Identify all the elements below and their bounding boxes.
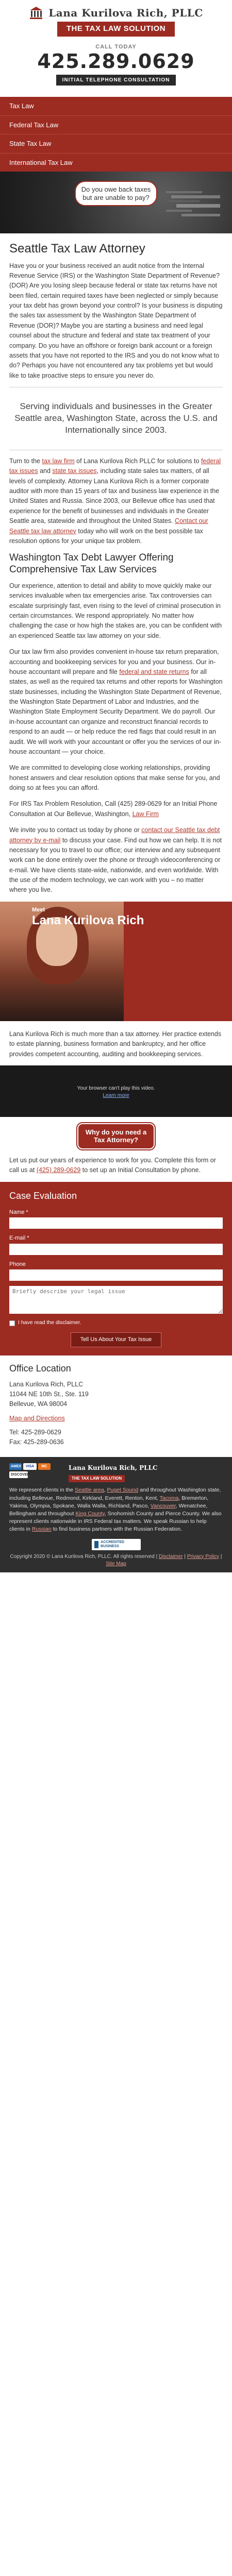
king-county-link[interactable]: King County xyxy=(75,1510,105,1517)
address-line-1: Lana Kurilova Rich, PLLC xyxy=(9,1380,84,1388)
office-title: Office Location xyxy=(9,1363,71,1374)
case-evaluation-form xyxy=(0,1182,232,1355)
text: , Wenatchee, Bellingham and throughout xyxy=(9,1502,208,1517)
office-contact xyxy=(9,1428,223,1448)
office-fax: Fax: 425-289-0636 xyxy=(9,1438,64,1446)
text: We represent clients in the xyxy=(9,1487,75,1494)
name-field[interactable] xyxy=(9,1217,223,1229)
logo-name: Lana Kurilova Rich, PLLC xyxy=(48,7,203,19)
hero-banner xyxy=(0,172,232,233)
text: For IRS Tax Problem Resolution, Call (425) 289-0629 for an Initial Phone Consultation at Our Bellevue, Washington, xyxy=(9,800,218,818)
text: today who will work on the best possible tax resolution options for your unique tax problem. xyxy=(9,527,203,545)
invite-paragraph xyxy=(9,825,223,895)
meet-label: Meet xyxy=(32,906,45,913)
payment-cards xyxy=(9,1463,63,1478)
text: to set up an Initial Consultation by phone. xyxy=(80,1166,201,1174)
address-line-3: Bellevue, WA 98004 xyxy=(9,1400,68,1408)
disclaimer-link[interactable]: Disclaimer xyxy=(158,1553,183,1560)
email-attorney-link[interactable]: contact our Seattle tax debt attorney by e-mail xyxy=(9,826,220,844)
disclaimer-checkbox[interactable] xyxy=(9,1320,15,1326)
tax-law-firm-link[interactable]: tax law firm xyxy=(42,457,75,465)
card-row xyxy=(9,1471,63,1478)
text: We invite you to contact us today by phone or xyxy=(9,826,142,834)
office-address xyxy=(9,1380,223,1410)
mastercard-icon: MC xyxy=(38,1463,51,1470)
submit-button[interactable]: Tell Us About Your Tax Issue xyxy=(71,1332,162,1347)
name-label: Name * xyxy=(9,1209,28,1215)
text: | xyxy=(219,1553,222,1560)
text: for all states, as well as the required tax returns and other reports for Washington state businesses, including the Washington State Department of Revenue, the Washington State Department of Labor and Industries, and the Washington State Employment Security Department. We do payroll. Our in-house accountant can organize and reconstruct financial records to respond to an audit — or help reduce the red flags that could result in an audit. We will work with your accountant or offer you the services of our in-house accountant — your choice. xyxy=(9,668,223,755)
attorney-banner[interactable] xyxy=(0,902,232,1021)
text: of Lana Kurilova Rich PLLC for solutions to xyxy=(74,457,201,465)
logo[interactable] xyxy=(0,5,232,21)
consultation-label: INITIAL TELEPHONE CONSULTATION xyxy=(56,75,176,86)
attorney-label xyxy=(32,906,144,927)
bbb-torch-icon xyxy=(94,1541,99,1548)
nav-item-federal-tax-law[interactable]: Federal Tax Law xyxy=(0,116,232,135)
bbb-text: ACCREDITED BUSINESS xyxy=(101,1540,125,1548)
cta-paragraph xyxy=(9,1156,223,1176)
bbb-badge[interactable] xyxy=(92,1539,141,1550)
firm-paragraph xyxy=(9,456,223,546)
map-directions-link[interactable]: Map and Directions xyxy=(9,1414,65,1422)
privacy-policy-link[interactable]: Privacy Policy xyxy=(187,1553,220,1560)
disclaimer-check-row[interactable] xyxy=(9,1319,223,1327)
nav-item-international-tax-law[interactable]: International Tax Law xyxy=(9,158,73,166)
attorney-bio: Lana Kurilova Rich is much more than a tax attorney. Her practice extends to estate planning, business formation and bankruptcy, and her office provides competent accounting, auditing and bookkeeping services. xyxy=(9,1030,222,1058)
footer-logo-tagline: THE TAX LAW SOLUTION xyxy=(69,1475,125,1482)
email-field[interactable] xyxy=(9,1244,223,1255)
video-learn-more-link[interactable]: Learn more xyxy=(103,1092,129,1098)
consultation-paragraph xyxy=(9,799,223,819)
amex-card-icon: AMEX xyxy=(9,1463,22,1470)
federal-tax-issues-link[interactable]: federal tax issues xyxy=(9,457,221,475)
map-row xyxy=(9,1414,223,1423)
text: Copyright 2020 © Lana Kurilova Rich, PLLC. All rights reserved | xyxy=(10,1553,159,1560)
logo-tagline: THE TAX LAW SOLUTION xyxy=(57,22,175,37)
address-line-2: 11044 NE 10th St., Ste. 119 xyxy=(9,1390,89,1398)
attorney-name: Lana Kurilova Rich xyxy=(32,913,144,928)
hero-speech-bubble: Do you owe back taxes but are unable to pay? xyxy=(75,181,157,206)
main-content xyxy=(0,233,232,895)
page-title: Seattle Tax Law Attorney xyxy=(9,242,145,256)
why-tax-attorney-button[interactable]: Why do you need a Tax Attorney? xyxy=(77,1123,155,1149)
text: and throughout Washington state, including Bellevue, Redmond, Kirkland, Everett, Renton, Kent, xyxy=(9,1487,221,1501)
footer-service-area xyxy=(9,1486,223,1533)
main-nav xyxy=(0,97,232,172)
video-player[interactable] xyxy=(0,1065,232,1117)
text: Our tax law firm also provides convenient in-house tax return preparation, accounting and bookkeeping services for you and your business. Our in-house accountant will prepare and file xyxy=(9,648,219,675)
office-tel[interactable]: Tel: 425-289-0629 xyxy=(9,1429,61,1436)
case-evaluation-title: Case Evaluation xyxy=(9,1190,77,1201)
footer-logo[interactable] xyxy=(69,1463,223,1483)
footer-logo-name: Lana Kurilova Rich, PLLC xyxy=(69,1464,158,1471)
site-header xyxy=(0,0,232,97)
text: , Bremerton, Yakima, Olympia, Spokane, Walla Walla, Richland, Pasco, xyxy=(9,1495,209,1509)
phone-label: Phone xyxy=(9,1261,26,1267)
tacoma-link[interactable]: Tacoma xyxy=(159,1495,179,1501)
commitment-paragraph: We are committed to developing close working relationships, providing honest answers and clear resolution options that make sense for you, and doing so at fees you can afford. xyxy=(9,764,220,791)
copyright xyxy=(9,1553,223,1568)
word-cloud-graphic xyxy=(166,187,223,223)
service-area-callout: Serving individuals and businesses in the Greater Seattle area, Washington State, across the U.S. and Internationally since 2003. xyxy=(14,401,218,435)
office-location xyxy=(0,1355,232,1457)
text: and xyxy=(38,467,53,475)
text: , xyxy=(104,1487,107,1494)
text: to find business partners with the Russian Federation. xyxy=(51,1526,183,1533)
cta-content xyxy=(0,1156,232,1176)
nav-item-tax-law[interactable]: Tax Law xyxy=(0,97,232,116)
legal-issue-field[interactable] xyxy=(9,1286,223,1314)
discover-card-icon: DISCOVER xyxy=(9,1471,28,1478)
seattle-area-link[interactable]: Seattle area xyxy=(75,1487,104,1494)
header-phone[interactable]: 425.289.0629 xyxy=(37,50,195,73)
cta-phone-link[interactable]: (425) 289-0629 xyxy=(36,1166,81,1174)
phone-field[interactable] xyxy=(9,1269,223,1281)
site-footer xyxy=(0,1457,232,1572)
visa-card-icon: VISA xyxy=(23,1463,37,1470)
site-map-link[interactable]: Site Map xyxy=(106,1561,126,1567)
state-tax-issues-link[interactable]: state tax issues xyxy=(52,467,97,475)
contact-attorney-link[interactable]: Contact our Seattle tax law attorney xyxy=(9,517,208,535)
email-label: E-mail * xyxy=(9,1235,29,1242)
experience-paragraph: Our experience, attention to detail and ability to move quickly make our services invaluable when tax emergencies arise. Tax controversies can escalate surprisingly fast, even rising to the level of criminal prosecution in certain circumstances. We respond appropriately. No matter how challenging the case or how high the stakes are, you can be confident with an experienced Seattle tax law attorney on your side. xyxy=(9,582,222,639)
footer-top xyxy=(9,1463,223,1483)
text: , including state sales tax matters, of all levels of complexity. Attorney Lana Kurilova Rich is a former corporate auditor with more than 15 years of tax and business law experience in the United States and Russia. Since 2003, our Bellevue office has used that experience for the benefit of businesses and individuals in the Greater Seattle area, statewide and throughout the United States. xyxy=(9,467,220,525)
federal-state-returns-link[interactable]: federal and state returns xyxy=(119,668,189,675)
services-paragraph xyxy=(9,647,223,757)
columns-icon xyxy=(29,6,43,20)
call-today-label: CALL TODAY xyxy=(95,43,137,50)
intro-paragraph: Have you or your business received an audit notice from the Internal Revenue Service (IRS) or the Washington State Department of Revenue? (DOR) Are you losing sleep because federal or state tax returns have not been filed, certain required taxes have been neglected or simply because your tax debt has grown beyond your control? Is your business is disputing the sales tax assessment by the Washington State Department of Revenue (DOR)? Maybe you are starting a business and need legal counsel about the structure and federal and state tax treatment of your company. Do you have an offshore or foreign bank account or a foreign assets that you have not reported to the IRS and you do not know what to do? Perhaps you have not encountered any tax problems yet but would like to take proactive steps to ensure you never do. xyxy=(9,262,223,379)
puget-sound-link[interactable]: Puget Sound xyxy=(107,1487,139,1494)
text: | xyxy=(183,1553,187,1560)
text: Turn to the xyxy=(9,457,42,465)
card-row xyxy=(9,1463,63,1470)
text: , Snohomish County and Pierce County. We also represent clients nationwide in IRS Federal tax matters. We speak Russian to help clients in xyxy=(9,1510,222,1533)
vancouver-link[interactable]: Vancouver xyxy=(150,1502,176,1509)
text: Let us put our years of experience to work for you. Complete this form or call us at xyxy=(9,1157,216,1174)
section-title: Washington Tax Debt Lawyer Offering Comprehensive Tax Law Services xyxy=(9,552,174,575)
attorney-content xyxy=(0,1021,232,1059)
nav-item-state-tax-law[interactable]: State Tax Law xyxy=(0,134,232,154)
video-message: Your browser can't play this video. xyxy=(77,1085,155,1091)
law-firm-link[interactable]: Law Firm xyxy=(132,810,159,818)
russian-link[interactable]: Russian xyxy=(31,1526,52,1533)
disclaimer-check-label: I have read the disclaimer. xyxy=(18,1319,81,1326)
bbb-badge-row xyxy=(9,1539,223,1550)
text: to discuss your case. Find out how we can help. It is not necessary for you to travel to our office; our interview and any subsequent work can be done entirely over the phone or through videoconferencing or e-mail. We have clients state-wide, nationwide, and even worldwide. With the use of the modern technology, we can work with you – no matter where you live. xyxy=(9,836,222,894)
submit-row xyxy=(9,1332,223,1347)
